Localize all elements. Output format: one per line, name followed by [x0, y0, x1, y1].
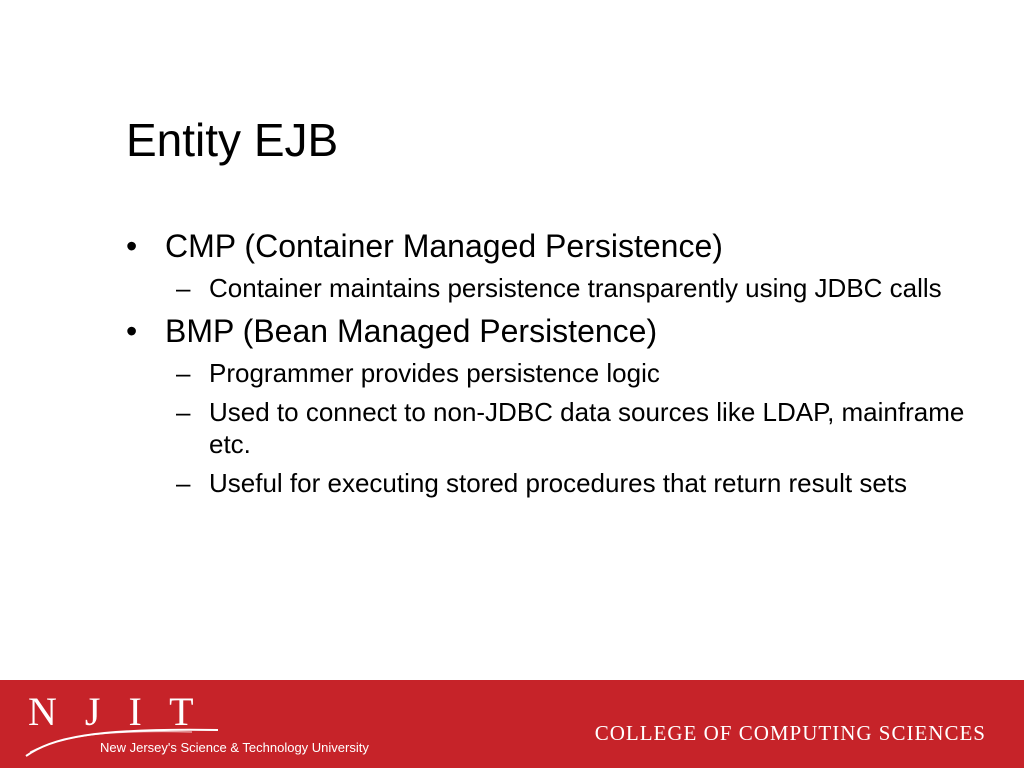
logo-letter: N	[28, 689, 66, 734]
sub-list-cmp	[126, 272, 986, 304]
sub-list-bmp	[126, 357, 986, 499]
bullet-text: BMP (Bean Managed Persistence)	[165, 313, 658, 349]
bullet-marker: •	[126, 228, 138, 264]
sub-item	[126, 272, 986, 304]
footer-bar	[0, 680, 1024, 768]
sub-item	[126, 467, 986, 499]
bullet-item-cmp	[126, 226, 986, 266]
bullet-list	[126, 226, 986, 506]
logo-letter: I	[128, 689, 151, 734]
sub-item-text: Used to connect to non-JDBC data sources like LDAP, mainframe etc.	[209, 397, 965, 459]
sub-item-text: Useful for executing stored procedures that return result sets	[209, 468, 908, 498]
bullet-item-bmp	[126, 311, 986, 351]
dash-marker: –	[176, 397, 191, 427]
sub-item	[126, 396, 986, 460]
sub-item-text: Programmer provides persistence logic	[209, 358, 660, 388]
dash-marker: –	[176, 468, 191, 498]
logo-letter: T	[169, 689, 203, 734]
bullet-text: CMP (Container Managed Persistence)	[165, 228, 723, 264]
bullet-marker: •	[126, 313, 138, 349]
sub-item-text: Container maintains persistence transparently using JDBC calls	[209, 273, 942, 303]
sub-item	[126, 357, 986, 389]
njit-logo	[22, 688, 382, 764]
dash-marker: –	[176, 358, 191, 388]
college-name: COLLEGE OF COMPUTING SCIENCES	[594, 721, 986, 745]
dash-marker: –	[176, 273, 191, 303]
logo-tagline: New Jersey's Science & Technology University	[100, 740, 369, 755]
slide-title: Entity EJB	[126, 114, 339, 166]
logo-letter: J	[84, 689, 110, 734]
